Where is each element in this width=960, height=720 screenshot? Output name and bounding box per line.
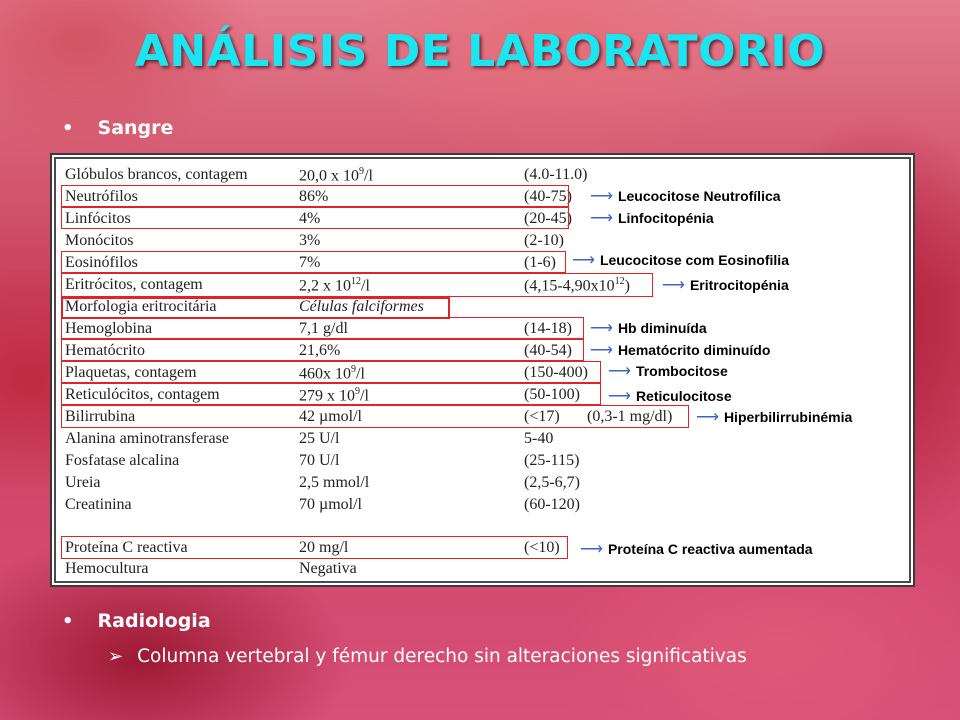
reference-range: (40-54) <box>524 342 572 359</box>
annotation-bilirrubina <box>696 407 852 427</box>
table-row <box>56 230 909 252</box>
reference-range: (<10) <box>524 539 560 556</box>
test-value: 3% <box>299 232 321 249</box>
test-name: Hemoglobina <box>65 320 153 337</box>
reference-range: (50-100) <box>524 386 580 403</box>
highlight-box-linfocitos <box>61 207 569 229</box>
reference-range: (<17) <box>524 408 560 425</box>
arrow-right-icon: ⟶ <box>608 363 631 380</box>
test-name: Plaquetas, contagem <box>65 364 197 381</box>
highlight-box-pcr <box>61 536 568 559</box>
annotation-neutrofilos <box>590 186 781 206</box>
reference-range: (40-75) <box>524 188 572 205</box>
arrow-bullet-icon: ➢ <box>108 646 124 667</box>
highlight-box-eosinofilos <box>61 251 566 273</box>
test-name: Neutrófilos <box>65 188 138 205</box>
annotation-text: Trombocitose <box>635 363 728 379</box>
range-end: ) <box>624 277 630 295</box>
value-exponent: 9 <box>359 166 364 177</box>
annotation-text: Leucocitose com Eosinofilia <box>599 252 789 268</box>
value-exponent: 9 <box>351 364 356 375</box>
arrow-right-icon: ⟶ <box>590 320 613 337</box>
annotation-hematocrito <box>590 340 770 360</box>
reference-range: (14-18) <box>524 320 572 337</box>
value-unit: /l <box>364 167 373 185</box>
annotation-text: Proteína C reactiva aumentada <box>607 541 813 557</box>
value-text: 279 x 10 <box>299 387 355 405</box>
bullet-radiologia <box>62 610 211 632</box>
radiologia-finding-text: Columna vertebral y fémur derecho sin alteraciones significativas <box>137 646 747 667</box>
page-title: ANÁLISIS DE LABORATORIO <box>134 26 826 77</box>
reference-range: 5-40 <box>524 430 554 447</box>
annotation-text: Reticulocitose <box>635 388 732 404</box>
highlight-box-plaquetas <box>61 361 601 383</box>
reference-range: (4.0-11.0) <box>524 166 588 183</box>
test-value: 42 µmol/l <box>299 408 362 425</box>
arrow-right-icon: ⟶ <box>580 541 603 558</box>
annotation-linfocitos <box>590 208 714 228</box>
value-text: 2,2 x 10 <box>299 277 351 295</box>
annotation-text: Eritrocitopénia <box>689 277 789 293</box>
value-text: 460x 10 <box>299 365 351 383</box>
radiologia-finding <box>108 646 747 667</box>
table-row <box>56 558 909 580</box>
test-name: Glóbulos brancos, contagem <box>65 166 248 183</box>
range-text: (4,15-4,90x10 <box>524 277 615 295</box>
highlight-box-bilirrubina <box>61 405 689 428</box>
test-name: Fosfatase alcalina <box>65 452 180 469</box>
reference-range: (1-6) <box>524 254 556 271</box>
test-name: Proteína C reactiva <box>65 539 188 556</box>
test-name: Creatinina <box>65 496 132 513</box>
test-name: Hemocultura <box>65 560 149 577</box>
reference-range: (2,5-6,7) <box>524 474 580 491</box>
annotation-text: Hematócrito diminuído <box>617 342 771 358</box>
test-name: Eosinófilos <box>65 254 138 271</box>
test-name: Linfócitos <box>65 210 131 227</box>
test-value <box>299 166 373 185</box>
value-exponent: 9 <box>355 386 360 397</box>
annotation-plaquetas <box>608 361 728 381</box>
table-row <box>56 450 909 472</box>
test-name: Hematócrito <box>65 342 145 359</box>
table-row <box>56 428 909 450</box>
table-row <box>56 164 909 186</box>
test-value: 25 U/l <box>299 430 340 447</box>
arrow-right-icon: ⟶ <box>590 188 613 205</box>
test-name: Alanina aminotransferase <box>65 430 229 447</box>
table-row <box>56 494 909 516</box>
test-name: Eritrócitos, contagem <box>65 276 203 293</box>
test-name: Reticulócitos, contagem <box>65 386 220 403</box>
test-value: 20 mg/l <box>299 539 349 556</box>
range-exponent: 12 <box>614 276 625 287</box>
annotation-pcr <box>580 539 813 559</box>
reference-range: (25-115) <box>524 452 580 469</box>
bullet-sangre <box>62 117 173 139</box>
annotation-eosinofilos <box>572 250 789 270</box>
highlight-box-hemoglobina <box>61 317 584 339</box>
bullet-dot-icon: • <box>62 610 74 632</box>
test-value: 21,6% <box>299 342 341 359</box>
annotation-text: Hb diminuída <box>617 320 707 336</box>
section-radiologia-label: Radiologia <box>97 610 211 632</box>
test-value: 7,1 g/dl <box>299 320 348 337</box>
value-text: 20,0 x 10 <box>299 167 359 185</box>
test-name: Morfologia eritrocitária <box>65 298 217 315</box>
arrow-right-icon: ⟶ <box>696 409 719 426</box>
annotation-reticulocitos <box>608 386 732 406</box>
annotation-text: Hiperbilirrubinémia <box>723 409 853 425</box>
reference-range: (2-10) <box>524 232 564 249</box>
highlight-box-neutrofilos <box>61 185 569 207</box>
test-value: 2,5 mmol/l <box>299 474 370 491</box>
reference-range: (20-45) <box>524 210 572 227</box>
value-exponent: 12 <box>351 276 361 287</box>
reference-range-extra: (0,3-1 mg/dl) <box>587 408 673 425</box>
arrow-right-icon: ⟶ <box>590 342 613 359</box>
arrow-right-icon: ⟶ <box>608 388 631 405</box>
test-value: 86% <box>299 188 329 205</box>
highlight-box-eritrocitos <box>61 273 653 297</box>
highlight-box-morfologia <box>61 297 450 319</box>
test-value: 7% <box>299 254 321 271</box>
highlight-box-hematocrito <box>61 339 584 361</box>
test-value: Células falciformes <box>299 298 424 315</box>
test-value: 70 U/l <box>299 452 340 469</box>
test-value: 70 µmol/l <box>299 496 362 513</box>
reference-range: (150-400) <box>524 364 588 381</box>
arrow-right-icon: ⟶ <box>590 210 613 227</box>
annotation-hemoglobina <box>590 318 707 338</box>
test-value: Negativa <box>299 560 357 577</box>
annotation-eritrocitos <box>662 275 789 295</box>
table-row <box>56 472 909 494</box>
value-unit: /l <box>361 277 370 295</box>
test-name: Monócitos <box>65 232 134 249</box>
reference-range: (60-120) <box>524 496 580 513</box>
arrow-right-icon: ⟶ <box>662 277 685 294</box>
value-unit: /l <box>356 365 365 383</box>
lab-results-table <box>54 157 911 583</box>
annotation-text: Linfocitopénia <box>617 210 714 226</box>
value-unit: /l <box>360 387 369 405</box>
test-value: 4% <box>299 210 321 227</box>
test-name: Bilirrubina <box>65 408 136 425</box>
section-sangre-label: Sangre <box>97 117 174 139</box>
highlight-box-reticulocitos <box>61 383 601 405</box>
arrow-right-icon: ⟶ <box>572 252 595 269</box>
test-name: Ureia <box>65 474 101 491</box>
annotation-text: Leucocitose Neutrofílica <box>617 188 781 204</box>
bullet-dot-icon: • <box>62 117 74 139</box>
